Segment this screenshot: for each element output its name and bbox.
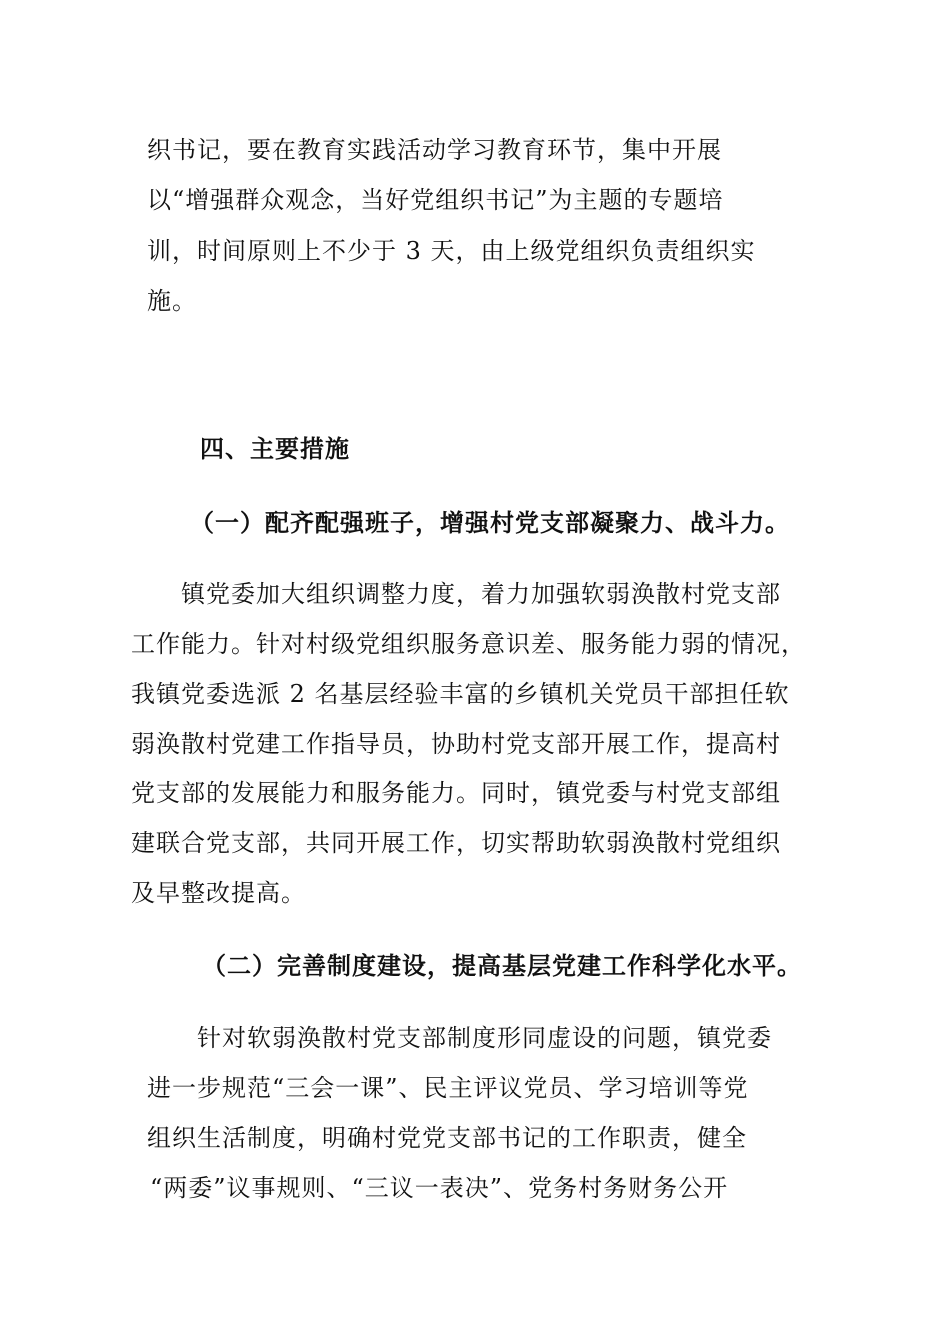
paragraph-1-line-3: 训，时间原则上不少于 3 天，由上级党组织负责组织实 (147, 237, 756, 265)
paragraph-1-line-2: 以“增强群众观念，当好党组织书记”为主题的专题培 (147, 186, 724, 214)
paragraph-2-line-7: 及早整改提高。 (131, 879, 306, 907)
subsection-1-title: （一）配齐配强班子，增强村党支部凝聚力、战斗力。 (190, 508, 790, 537)
paragraph-3-line-2: 进一步规范“三会一课”、民主评议党员、学习培训等党 (147, 1074, 749, 1102)
paragraph-2-line-3: 我镇党委选派 2 名基层经验丰富的乡镇机关党员干部担任软 (131, 680, 790, 708)
paragraph-2-line-4: 弱涣散村党建工作指导员，协助村党支部开展工作，提高村 (131, 730, 781, 758)
paragraph-2-line-6: 建联合党支部，共同开展工作，切实帮助软弱涣散村党组织 (131, 829, 781, 857)
paragraph-2-line-5: 党支部的发展能力和服务能力。同时，镇党委与村党支部组 (131, 779, 781, 807)
paragraph-2-line-2: 工作能力。针对村级党组织服务意识差、服务能力弱的情况， (131, 630, 806, 658)
subsection-2-title: （二）完善制度建设，提高基层党建工作科学化水平。 (202, 951, 802, 980)
paragraph-3-line-3: 组织生活制度，明确村党党支部书记的工作职责，健全 (147, 1124, 747, 1152)
section-title: 四、主要措施 (200, 434, 350, 463)
paragraph-2-line-1: 镇党委加大组织调整力度，着力加强软弱涣散村党支部 (181, 580, 781, 608)
paragraph-1-line-1: 织书记，要在教育实践活动学习教育环节，集中开展 (147, 136, 722, 164)
paragraph-3-line-4: “两委”议事规则、“三议一表决”、党务村务财务公开 (150, 1174, 729, 1202)
paragraph-1-line-4: 施。 (147, 287, 197, 315)
paragraph-3-line-1: 针对软弱涣散村党支部制度形同虚设的问题，镇党委 (197, 1024, 772, 1052)
